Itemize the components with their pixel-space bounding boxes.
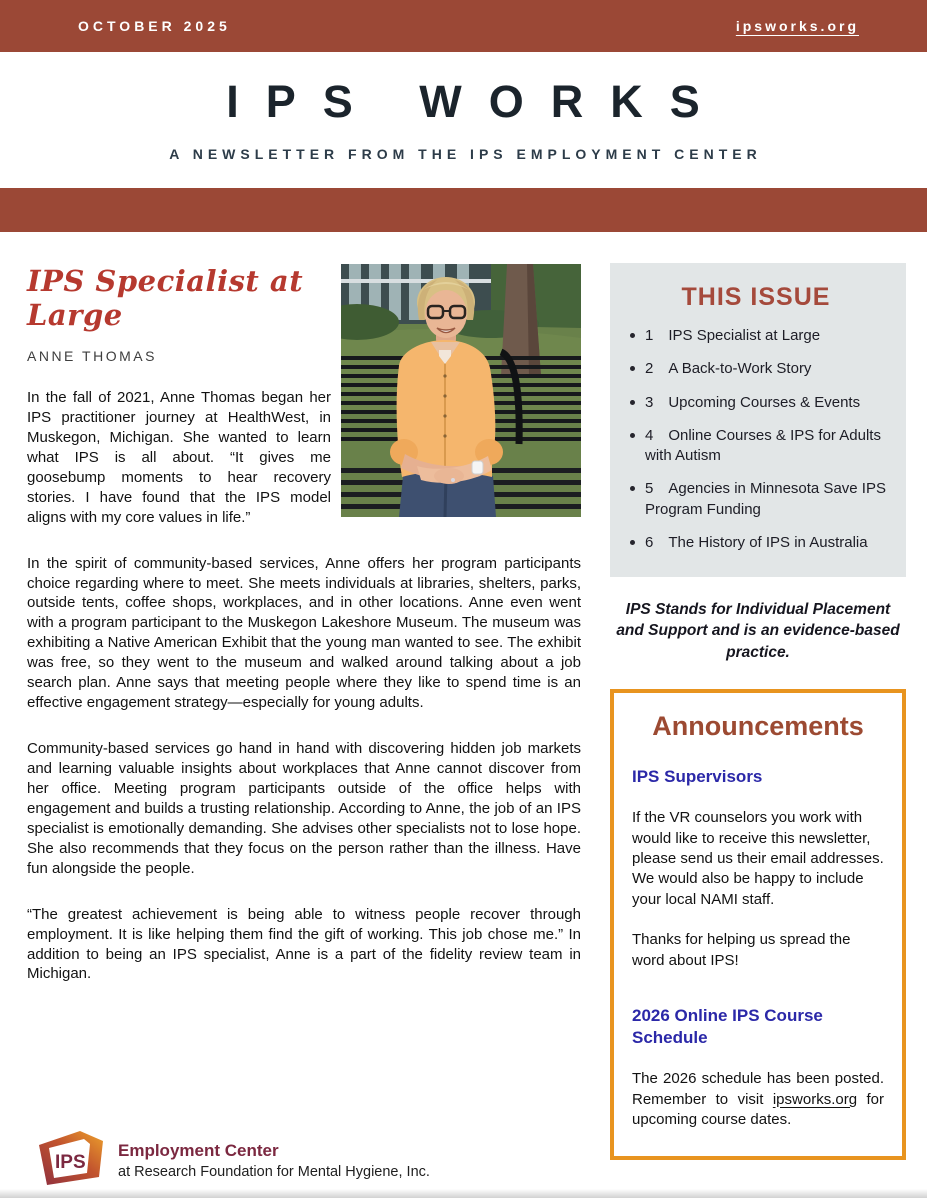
course-schedule-paragraph xyxy=(632,1069,884,1130)
maroon-divider-band xyxy=(0,188,927,232)
newsletter-subtitle: A NEWSLETTER FROM THE IPS EMPLOYMENT CENTER xyxy=(169,146,762,162)
toc-item xyxy=(620,359,892,379)
article-title: IPS Specialist at Large xyxy=(27,264,304,332)
footer-org-name: Employment Center xyxy=(118,1141,279,1160)
supervisors-thanks-paragraph: Thanks for helping us spread the word about IPS! xyxy=(632,931,851,969)
ips-tagline: IPS Stands for Individual Placement and Support and is an evidence-based practice. xyxy=(616,601,900,661)
toc-item xyxy=(620,326,892,346)
this-issue-heading: THIS ISSUE xyxy=(681,283,831,311)
course-schedule-heading: 2026 Online IPS Course Schedule xyxy=(632,1005,823,1048)
supervisors-paragraph: If the VR counselors you work with would like to receive this newsletter, please send us their email addresses. We would also be happy to include your local NAMI staff. xyxy=(632,809,884,908)
this-issue-list xyxy=(620,326,892,553)
bullet-dot-icon xyxy=(630,540,635,545)
bullet-dot-icon xyxy=(630,433,635,438)
ips-logo xyxy=(38,1130,104,1191)
toc-item xyxy=(620,479,892,520)
article-paragraph: In the fall of 2021, Anne Thomas began her IPS practitioner journey at HealthWest, in Muskegon, Michigan. She wanted to learn what IPS is all about. “It gives me goosebump moments to hear recovery stories. I have found that the IPS model aligns with my core values in life.” xyxy=(27,389,331,526)
article-paragraph: In the spirit of community-based services, Anne offers her program participants choice regarding where to meet. She meets individuals at libraries, shelters, parks, outside tents, coffee shops, workplaces, and in other locations. Anne even went with a program participant to the Muskegon Lakeshore Museum. The museum was exhibiting a Native American Exhibit that the young man wanted to see. The exhibit was free, so they went to the museum and walked around talking about a job search plan. Anne says that meeting people where they like to spend time is an effective engagement strategy—especially for young adults. xyxy=(27,554,581,712)
course-text-before: The 2026 schedule has been posted. Remember to visit xyxy=(632,1070,884,1108)
toc-item-number: 1 xyxy=(645,327,654,344)
toc-item-label: Upcoming Courses & Events xyxy=(668,393,861,411)
toc-item-label: Agencies in Minnesota Save IPS Program Funding xyxy=(645,480,886,518)
toc-item-number: 5 xyxy=(645,480,654,498)
toc-item xyxy=(620,533,892,553)
ipsworks-inline-link[interactable]: ipsworks.org xyxy=(772,1090,858,1108)
toc-item-label: A Back-to-Work Story xyxy=(668,360,812,378)
bullet-dot-icon xyxy=(630,486,635,491)
course-text-after: for upcoming course dates. xyxy=(632,1090,884,1128)
announcements-heading: Announcements xyxy=(652,711,864,742)
masthead xyxy=(0,52,927,188)
anne-thomas-photo xyxy=(341,264,581,517)
article-paragraph: Community-based services go hand in hand with discovering hidden job markets and learning valuable insights about workplaces that Anne cannot discover from her office. Meeting program participants outside of the office helps with engagement and builds a trusting relationship. According to Anne, the job of an IPS specialist is emotionally demanding. She advises other specialists not to lose hope. She also recommends that they focus on the person rather than the illness. Have fun alongside the people. xyxy=(27,740,581,877)
bullet-dot-icon xyxy=(630,366,635,371)
toc-item-number: 2 xyxy=(645,360,654,378)
toc-item-number: 4 xyxy=(645,426,654,444)
announcements-box xyxy=(610,689,906,1160)
toc-item-label: The History of IPS in Australia xyxy=(668,533,868,551)
feature-article xyxy=(27,264,581,984)
footer-org-subtitle: at Research Foundation for Mental Hygiene, Inc. xyxy=(118,1164,430,1180)
top-bar xyxy=(0,0,927,52)
toc-item xyxy=(620,426,892,467)
toc-item-label: IPS Specialist at Large xyxy=(668,327,821,344)
toc-item-number: 6 xyxy=(645,533,654,551)
issue-date: OCTOBER 2025 xyxy=(78,18,231,34)
svg-text:IPS: IPS xyxy=(55,1152,86,1173)
bottom-edge-shadow xyxy=(0,1189,927,1198)
site-link[interactable]: ipsworks.org xyxy=(735,18,859,34)
toc-item-number: 3 xyxy=(645,393,654,411)
newsletter-title: IPS WORKS xyxy=(226,76,727,127)
footer xyxy=(38,1130,430,1191)
bullet-dot-icon xyxy=(630,400,635,405)
toc-item xyxy=(620,393,892,413)
sidebar xyxy=(610,263,906,1160)
bullet-dot-icon xyxy=(630,333,635,338)
supervisors-heading: IPS Supervisors xyxy=(632,767,763,787)
toc-item-label: Online Courses & IPS for Adults with Autism xyxy=(645,426,881,464)
this-issue-box xyxy=(610,263,906,577)
article-paragraph: “The greatest achievement is being able to witness people recover through employment. It is like helping them find the gift of working. This job chose me.” In addition to being an IPS specialist, Anne is a part of the fidelity review team in Michigan. xyxy=(27,905,581,983)
article-byline: ANNE THOMAS xyxy=(27,348,157,364)
